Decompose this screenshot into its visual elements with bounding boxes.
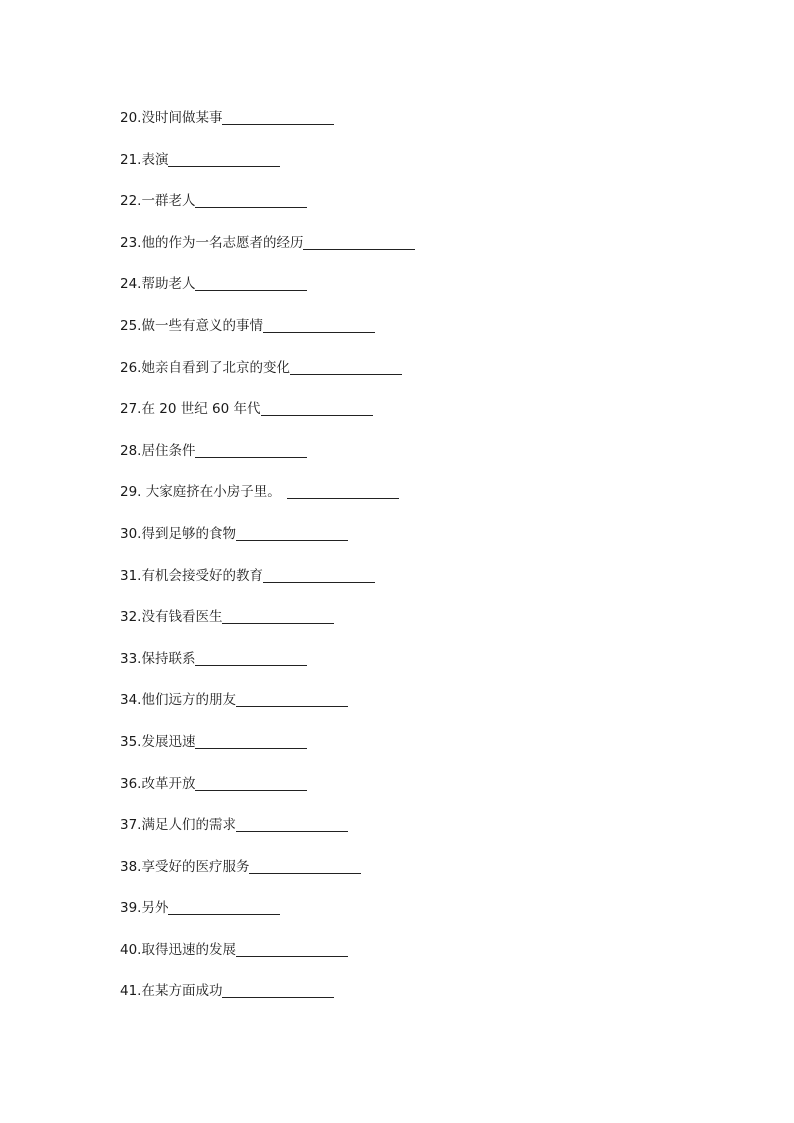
item-number: 29. [120, 484, 142, 501]
item-number: 30. [120, 525, 142, 542]
item-phrase: 享受好的医疗服务 [141, 858, 250, 875]
item-number: 32. [120, 609, 142, 626]
item-number: 35. [120, 733, 142, 750]
answer-blank [222, 981, 334, 998]
item-number: 23. [120, 234, 142, 251]
item-number: 25. [120, 317, 142, 334]
item-number: 31. [120, 567, 142, 584]
answer-blank [236, 940, 348, 957]
item-number: 28. [120, 442, 142, 459]
answer-blank [168, 898, 280, 915]
item-number: 21. [120, 151, 142, 168]
item-number: 40. [120, 941, 142, 958]
list-item [120, 150, 720, 192]
answer-blank [195, 732, 307, 749]
list-item [120, 774, 720, 816]
item-number: 39. [120, 900, 142, 917]
item-phrase: 取得迅速的发展 [141, 941, 236, 958]
list-item [120, 898, 720, 940]
item-phrase: 满足人们的需求 [141, 817, 236, 834]
item-phrase: 得到足够的食物 [141, 525, 236, 542]
answer-blank [236, 690, 348, 707]
list-item [120, 649, 720, 691]
list-item [120, 316, 720, 358]
answer-blank [195, 274, 307, 291]
list-item [120, 566, 720, 608]
answer-blank [168, 150, 280, 167]
answer-blank [195, 649, 307, 666]
item-number: 38. [120, 858, 142, 875]
list-item [120, 191, 720, 233]
answer-blank [290, 358, 402, 375]
answer-blank [236, 815, 348, 832]
list-item [120, 233, 720, 275]
item-phrase: 改革开放 [141, 775, 196, 792]
item-number: 33. [120, 650, 142, 667]
item-number: 27. [120, 401, 142, 418]
item-phrase: 有机会接受好的教育 [141, 567, 263, 584]
item-phrase: 另外 [141, 900, 169, 917]
item-number: 36. [120, 775, 142, 792]
answer-blank [222, 607, 334, 624]
list-item [120, 815, 720, 857]
item-phrase: 帮助老人 [141, 276, 196, 293]
list-item [120, 399, 720, 441]
answer-blank [263, 316, 375, 333]
answer-blank [195, 191, 307, 208]
list-item [120, 524, 720, 566]
list-item [120, 274, 720, 316]
item-phrase: 居住条件 [141, 442, 196, 459]
item-number: 37. [120, 817, 142, 834]
list-item [120, 981, 720, 1023]
list-item [120, 732, 720, 774]
list-item [120, 940, 720, 982]
answer-blank [222, 108, 334, 125]
list-item [120, 607, 720, 649]
item-phrase: 一群老人 [141, 193, 196, 210]
item-number: 41. [120, 983, 142, 1000]
item-phrase: 保持联系 [141, 650, 196, 667]
answer-blank [261, 399, 373, 416]
exercise-list [120, 108, 720, 1023]
item-number: 34. [120, 692, 142, 709]
list-item [120, 441, 720, 483]
item-phrase: 没时间做某事 [141, 110, 223, 126]
list-item [120, 482, 720, 524]
answer-blank [303, 233, 415, 250]
answer-blank [195, 774, 307, 791]
answer-blank [195, 441, 307, 458]
item-phrase: 表演 [141, 151, 169, 168]
item-phrase: 没有钱看医生 [141, 609, 223, 626]
item-phrase: 他们远方的朋友 [141, 692, 236, 709]
item-number: 26. [120, 359, 142, 376]
answer-blank [263, 566, 375, 583]
item-number: 24. [120, 276, 142, 293]
answer-blank [287, 482, 399, 499]
item-phrase: 在某方面成功 [141, 983, 223, 1000]
answer-blank [249, 857, 361, 874]
answer-blank [236, 524, 348, 541]
list-item [120, 857, 720, 899]
list-item [120, 358, 720, 400]
list-item [120, 108, 720, 150]
item-phrase: 她亲自看到了北京的变化 [141, 359, 290, 376]
item-number: 22. [120, 193, 142, 210]
item-number: 20. [120, 110, 142, 126]
item-phrase: 他的作为一名志愿者的经历 [141, 234, 304, 251]
list-item [120, 690, 720, 732]
item-phrase: 做一些有意义的事情 [141, 317, 263, 334]
item-phrase: 发展迅速 [141, 733, 196, 750]
item-phrase: 在 20 世纪 60 年代 [141, 401, 261, 418]
item-phrase: 大家庭挤在小房子里。 [141, 484, 281, 501]
